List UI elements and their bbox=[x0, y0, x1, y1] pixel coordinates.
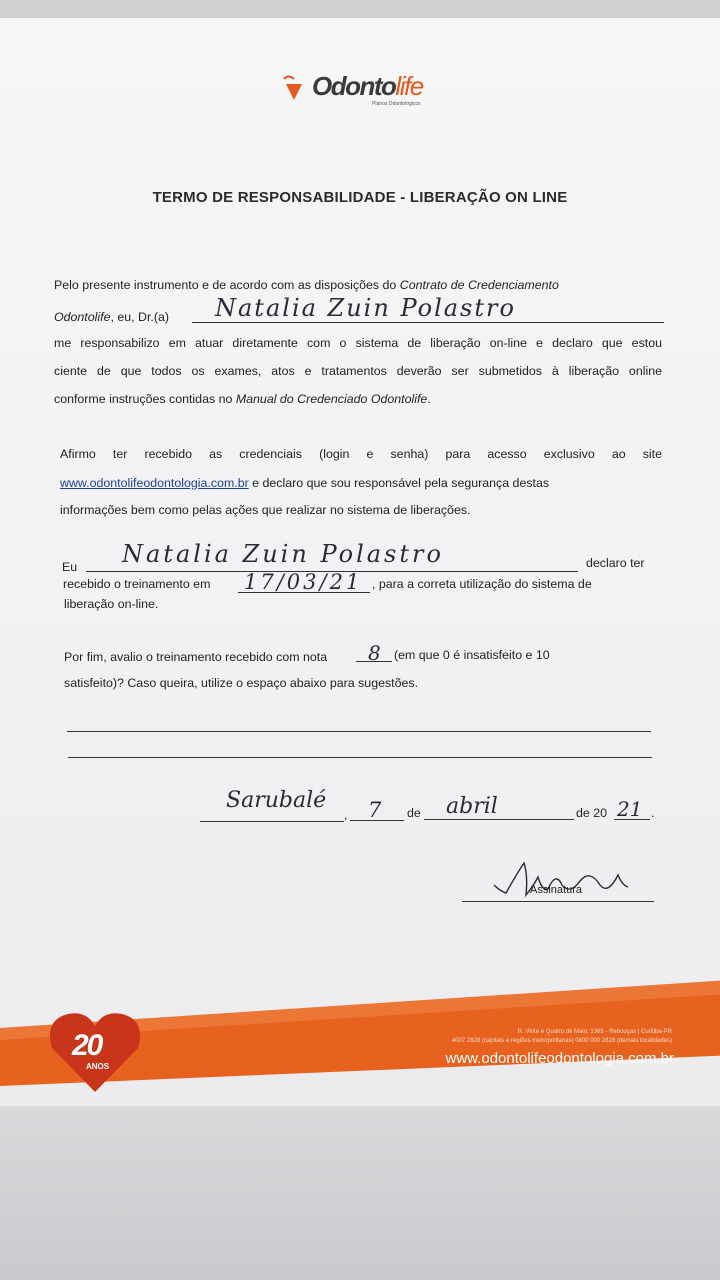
de-label-1: de bbox=[407, 806, 421, 820]
signature-label: Assinatura bbox=[530, 884, 582, 896]
p4-line1a: Por fim, avalio o treinamento recebido com nota bbox=[64, 650, 328, 664]
de-label-2: de 20 bbox=[576, 806, 608, 820]
handwritten-name-1: Natalia Zuin Polastro bbox=[215, 294, 516, 322]
p1-line4: ciente de que todos os exames, atos e tratamentos deverão ser submetidos à liberação online bbox=[54, 364, 662, 378]
footer-url[interactable]: www.odontolifeodontologia.com.br bbox=[445, 1050, 674, 1067]
month-field-line bbox=[424, 819, 574, 820]
brand-tagline: Planos Odontológicos bbox=[372, 101, 421, 107]
brand-wordmark: Odontolife bbox=[312, 71, 423, 101]
name-field-line bbox=[192, 322, 664, 323]
p3-eu-label: Eu bbox=[62, 560, 78, 574]
period: . bbox=[651, 806, 655, 820]
handwritten-name-2: Natalia Zuin Polastro bbox=[122, 540, 444, 568]
handwritten-grade: 8 bbox=[368, 641, 381, 665]
p4-line1b: (em que 0 é insatisfeito e 10 bbox=[394, 648, 550, 662]
p2-line1: Afirmo ter recebido as credenciais (login e senha) para acesso exclusivo ao site bbox=[60, 447, 662, 461]
background-surface bbox=[0, 1106, 720, 1280]
document-title: TERMO DE RESPONSABILIDADE - LIBERAÇÃO ON LINE bbox=[152, 189, 568, 206]
p3-line2b: , para a correta utilização do sistema de bbox=[372, 577, 592, 591]
p3-line2a: recebido o treinamento em bbox=[63, 577, 211, 591]
p1-line5: conforme instruções contidas no Manual do Credenciado Odontolife. bbox=[54, 392, 431, 406]
suggestion-line-2 bbox=[68, 757, 652, 758]
signature-scribble-icon bbox=[490, 855, 640, 905]
comma: , bbox=[344, 808, 348, 822]
p1-line1: Pelo presente instrumento e de acordo com as disposições do Contrato de Credenciamento bbox=[54, 278, 559, 292]
handwritten-city: Sarubalé bbox=[226, 788, 327, 813]
p3-declaro: declaro ter bbox=[586, 556, 645, 570]
handwritten-month: abril bbox=[446, 794, 498, 819]
p1-line3: me responsabilizo em atuar diretamente com o sistema de liberação on-line e declaro que estou bbox=[54, 336, 662, 350]
anniversary-number: 20 bbox=[72, 1029, 102, 1062]
p2-line3: informações bem como pelas ações que realizar no sistema de liberações. bbox=[60, 503, 471, 517]
handwritten-year: 21 bbox=[617, 797, 643, 821]
suggestion-line-1 bbox=[67, 731, 651, 732]
handwritten-training-date: 17/03/21 bbox=[244, 570, 363, 594]
p1-line2: Odontolife, eu, Dr.(a) bbox=[54, 310, 170, 324]
p2-line2: www.odontolifeodontologia.com.br e declaro que sou responsável pela segurança destas bbox=[60, 476, 550, 490]
p3-line3: liberação on-line. bbox=[64, 597, 159, 611]
p4-line2: satisfeito)? Caso queira, utilize o espaço abaixo para sugestões. bbox=[64, 676, 419, 690]
signature-line bbox=[462, 901, 654, 902]
city-field-line bbox=[200, 821, 344, 822]
anniversary-word: ANOS bbox=[86, 1062, 110, 1071]
footer-address: R. Vinte e Quatro de Maio, 1365 - Rebouças | Curitiba-PR 4007 2828 (capitais e regiões metropolitanas) 0800 000 2828 (demais localidades) bbox=[451, 1029, 672, 1044]
handwritten-day: 7 bbox=[368, 798, 382, 822]
website-link[interactable]: www.odontolifeodontologia.com.br bbox=[60, 476, 249, 490]
